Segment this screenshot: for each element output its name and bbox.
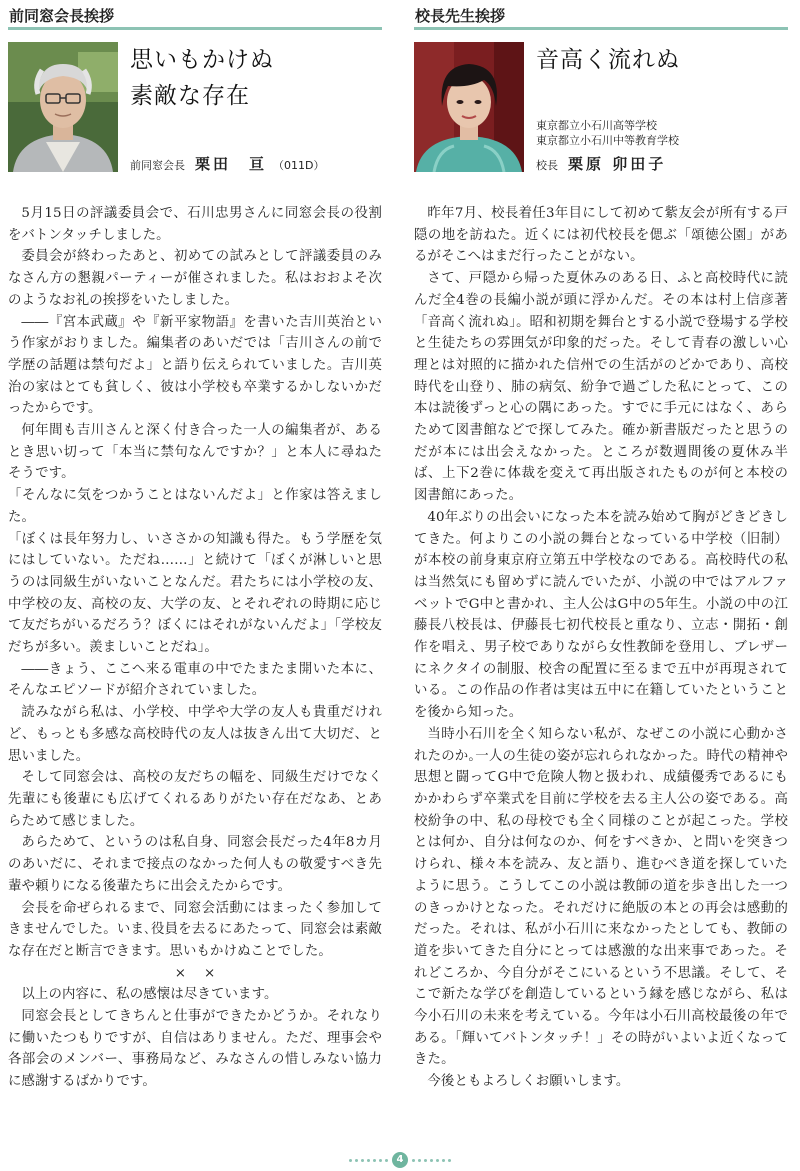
- paragraph: 5月15日の評議委員会で、石川忠男さんに同窓会長の役割をバトンタッチしました。: [8, 206, 382, 243]
- paragraph: 「ぼくは長年努力し、いささかの知識も得た。もう学歴を気にはしていない。ただね……」と続けて「ぼくが淋しいと思うのは同級生がいないことなんだ。君たちには小学校の友、中学校の友、高校の友、大学の友、とそれぞれの時期に応じて友だちがいるだろう？ぼくにはそれがないんだよ」「学校友だちが多い。羨ましいことだね」。: [8, 531, 382, 656]
- paragraph: あらためて、というのは私自身、同窓会長だった4年8カ月のあいだに、それまで接点のなかった何人もの敬愛すべき先輩や頼りになる後輩たちに出会えたからです。: [8, 835, 382, 894]
- portrait-photo-former-president: [8, 42, 118, 172]
- article-body-right: [414, 203, 788, 1093]
- author-name: 栗田 亘: [195, 155, 268, 173]
- header-block-right: [414, 30, 788, 178]
- affiliation-line: 東京都立小石川高等学校: [536, 119, 657, 132]
- byline-right: [536, 153, 666, 174]
- header-block-left: [8, 30, 382, 178]
- paragraph: 当時小石川を全く知らない私が、なぜこの小説に心動かされたのか｡一人の生徒の姿が忘れられなかった。時代の精神や思想と闘ってG中で危険人物と扱われ、成績優秀であるにもかかわらず卒業式を目前に学校を去る主人公の姿である。高校紛争の中、私の母校でも全く同様のことが起こった。学校とは何か、自分は何なのか、何をすべきか、と問いを突きつけられ、様々本を読み、友と語り、進むべき道を探していたように思う。こうしてこの小説は教師の道を歩き出した一つのきっかけとなった。それだけに絶版の本との再会は感動的だった。それは、私が小石川に来なかったとしても、教師の道を歩いてきた自分にとっては感激的な出来事であった。それどころか、今自分がそこにいるという不思議。そして、そこで新たな学びを創造しているという縁を感じながら、私は今小石川の未来を考えている。今年は小石川高校最後の年である。「輝いてバトンタッチ！」その時がいよいよ近くなってきた。: [414, 726, 788, 1068]
- title-line: 思いもかけぬ: [130, 47, 274, 73]
- member-code: （011D）: [273, 159, 325, 172]
- article-title-right: [536, 42, 680, 78]
- paragraph: 「そんなに気をつかうことはないんだよ」と作家は答えました。: [8, 488, 382, 525]
- author-role: 校長: [536, 159, 558, 172]
- portrait-photo-principal: [414, 42, 524, 172]
- paragraph: 読みながら私は、小学校、中学や大学の友人も貴重だけれど、もっとも多感な高校時代の友人は抜きん出て大切だ、と思いました。: [8, 705, 382, 764]
- paragraph: 会長を命ぜられるまで、同窓会活動にはまったく参加してきませんでした。いま､役員を去るにあたって、同窓会は素敵な存在だと断言できます。思いもかけぬことでした。: [8, 900, 382, 959]
- page-footer: [0, 1150, 800, 1170]
- paragraph: 40年ぶりの出会いになった本を読み始めて胸がどきどきしてきた。何よりこの小説の舞台となっている中学校（旧制）が本校の前身東京府立第五中学校なのである。高校時代の私は当然気にも留めずに読んでいたが、小説の中ではアルファベットでG中と書かれ、主人公はG中の5年生。小説の中の江藤長八校長は、伊藤長七初代校長と重なり、立志・開拓・創作を唱え、男子校でありながら女性教師を登用し、ブレザーにネクタイの制服、校舎の配置に至るまで五中が再現されている。この作品の作者は実は五中に在籍していたということを後から知った。: [414, 509, 788, 721]
- paragraph: 委員会が終わったあと、初めての試みとして評議委員のみなさん方の懇親パーティーが催されました。私はおおよそ次のようなお礼の挨拶をいたしました。: [8, 249, 382, 308]
- paragraph: さて、戸隠から帰った夏休みのある日、ふと高校時代に読んだ全4巻の長編小説が頭に浮かんだ。その本は村上信彦著「音高く流れぬ」。昭和初期を舞台とする小説で登場する学校と生徒たちの雰囲気が印象的だった。そして青春の激しい心理とは対照的に描かれた信州での生活がのどかであり、高校時代を山登り、肺の病気、紛争で過ごした私にとって、この本は読後ずっと心の隅にあった。すでに手元にはなく、あらためて図書館などで探してみた。確か新書版だったと思うのだが本には出会えなかった。ところが数週間後の夏休み半ば、上下2巻に体裁を変えて再出版されたものが何と本校の図書館にあった。: [414, 271, 788, 504]
- paragraph: 昨年7月、校長着任3年目にして初めて紫友会が所有する戸隠の地を訪ねた。近くには初代校長を偲ぶ「頌徳公園」があるがそこへはまだ行ったことがない。: [414, 206, 788, 265]
- paragraph: 以上の内容に、私の感懐は尽きています。: [21, 987, 278, 1003]
- footer-dots-right: [412, 1159, 451, 1162]
- title-line: 音高く流れぬ: [536, 47, 680, 73]
- title-line: 素敵な存在: [130, 83, 250, 109]
- right-column: [414, 0, 788, 1093]
- affiliation-line: 東京都立小石川中等教育学校: [536, 134, 679, 147]
- paragraph: 同窓会長としてきちんと仕事ができたかどうか。それなりに働いたつもりですが、自信はありません。ただ、理事会や各部会のメンバー、事務局など、みなさんの惜しみない協力に感謝するばかりです。: [8, 1009, 382, 1090]
- author-role: 前同窓会長: [130, 159, 185, 172]
- paragraph: ――きょう、ここへ来る電車の中でたまたま開いた本に、そんなエピソードが紹介されていました。: [8, 661, 382, 699]
- affiliation: [536, 118, 679, 148]
- left-column: [8, 0, 382, 1093]
- paragraph: そして同窓会は、高校の友だちの幅を、同級生だけでなく先輩にも後輩にも広げてくれるありがたい存在だなあ、とあらためて感じました。: [8, 770, 382, 829]
- page-number: 4: [392, 1152, 408, 1168]
- section-separator: ××: [174, 965, 234, 981]
- article-title-left: [130, 42, 274, 114]
- article-body-left: [8, 203, 382, 1093]
- paragraph: ――『宮本武蔵』や『新平家物語』を書いた吉川英治という作家がおりました。編集者のあいだでは「吉川さんの前で学歴の話題は禁句だよ」と語り伝えられていました。吉川英治の家はとても貧しく、彼は小学校も卒業するかしないかだったからです。: [8, 314, 382, 417]
- section-heading-right: 校長先生挨拶: [415, 7, 506, 25]
- paragraph: 今後ともよろしくお願いします。: [427, 1074, 630, 1090]
- byline-left: [130, 153, 324, 174]
- footer-dots-left: [349, 1159, 388, 1162]
- author-name: 栗原 卯田子: [568, 155, 667, 173]
- paragraph: 何年間も吉川さんと深く付き合った一人の編集者が、あるとき思い切って「本当に禁句なんですか？」と本人に尋ねたそうです。: [8, 423, 382, 482]
- section-heading-left: 前同窓会長挨拶: [9, 7, 115, 25]
